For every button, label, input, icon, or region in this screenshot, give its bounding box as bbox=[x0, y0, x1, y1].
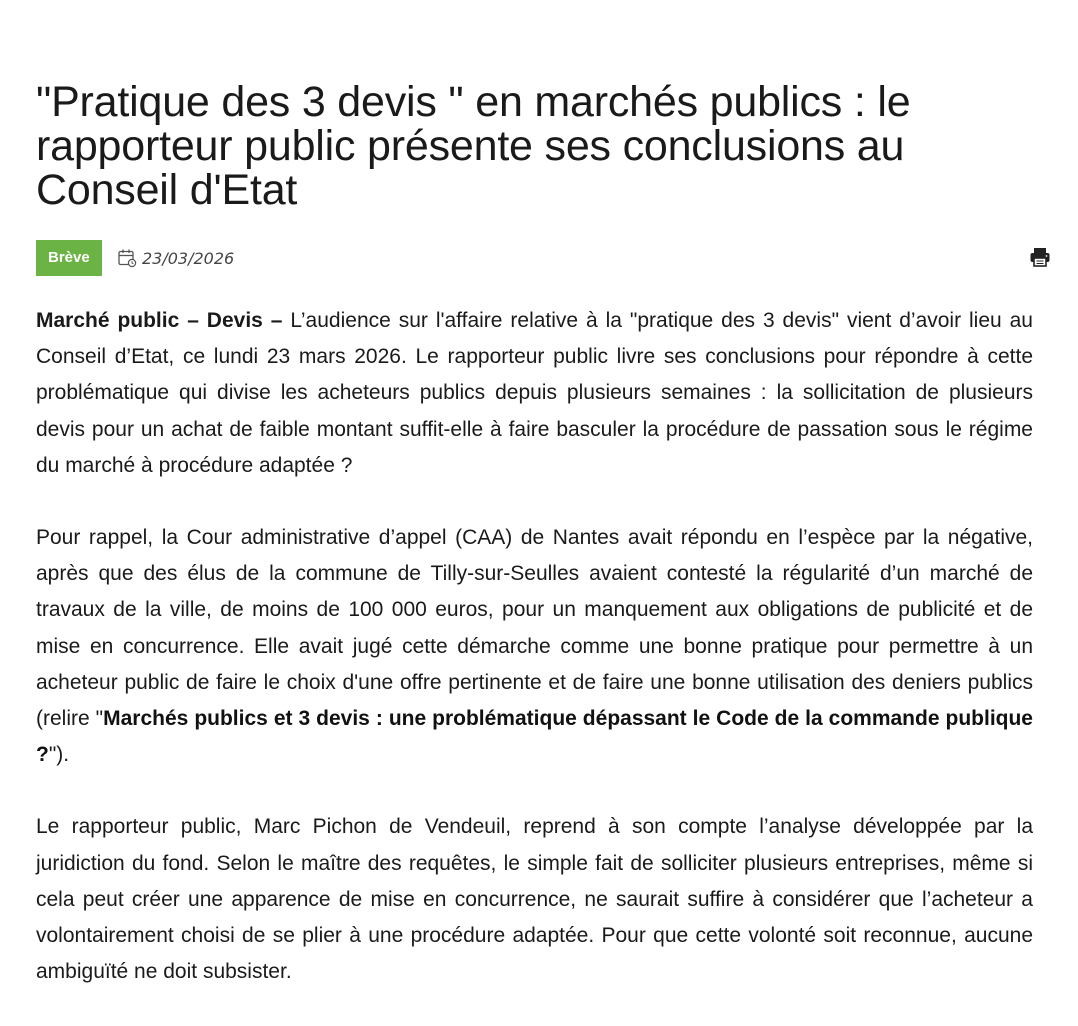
related-article-link[interactable]: Marchés publics et 3 devis : une problématique dépassant le Code de la commande publique ? bbox=[36, 707, 1033, 767]
print-icon[interactable] bbox=[1029, 246, 1051, 268]
article bbox=[36, 80, 1033, 1026]
article-title: "Pratique des 3 devis " en marchés publics : le rapporteur public présente ses conclusions au Conseil d'Etat bbox=[36, 78, 911, 214]
category-badge[interactable]: Brève bbox=[36, 240, 102, 276]
calendar-icon bbox=[117, 248, 137, 268]
publication-date bbox=[117, 240, 234, 276]
lead-label: Marché public – Devis – bbox=[36, 309, 283, 332]
paragraph-reminder bbox=[36, 520, 1033, 773]
paragraph-reminder-end: "). bbox=[48, 743, 70, 767]
paragraph-rapporteur bbox=[36, 809, 1033, 990]
paragraph-intro bbox=[36, 303, 1033, 484]
article-body bbox=[36, 303, 1033, 990]
paragraph-intro-text: L’audience sur l'affaire relative à la "pratique des 3 devis" vient d’avoir lieu au Conseil d’Etat, ce lundi 23 mars 2026. Le rapporteur public livre ses conclusions pour répondre à cette problématique qui divise les acheteurs publics depuis plusieurs semaines : la sollicitation de plusieurs devis pour un achat de faible montant suffit-elle à faire basculer la procédure de passation sous le régime du marché à procédure adaptée ? bbox=[36, 309, 1033, 477]
article-meta bbox=[36, 240, 1033, 276]
date-text: 23/03/2026 bbox=[142, 248, 235, 268]
paragraph-reminder-text: Pour rappel, la Cour administrative d’appel (CAA) de Nantes avait répondu en l’espèce par la négative, après que des élus de la commune de Tilly-sur-Seulles avaient contesté la régularité d’un marché de travaux de la ville, de moins de 100 000 euros, pour un manquement aux obligations de publicité et de mise en concurrence. Elle avait jugé cette démarche comme une bonne pratique pour permettre à un acheteur public de faire le choix d'une offre pertinente et de faire une bonne utilisation des deniers publics (relire " bbox=[36, 526, 1033, 731]
paragraph-rapporteur-text: Le rapporteur public, Marc Pichon de Vendeuil, reprend à son compte l’analyse développée par la juridiction du fond. Selon le maître des requêtes, le simple fait de solliciter plusieurs entreprises, même si cela peut créer une apparence de mise en concurrence, ne saurait suffire à considérer que l’acheteur a volontairement choisi de se plier à une procédure adaptée. Pour que cette volonté soit reconnue, aucune ambiguïté ne doit subsister. bbox=[36, 815, 1033, 984]
